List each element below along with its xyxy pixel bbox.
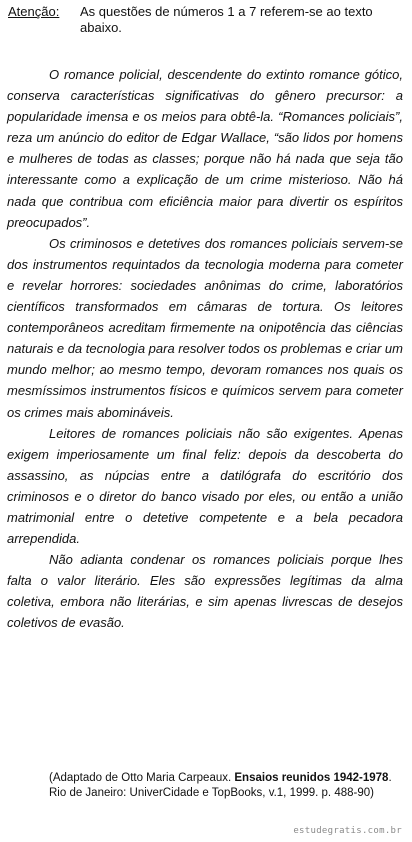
attention-label: Atenção: <box>8 4 60 19</box>
article-body <box>7 64 403 634</box>
site-watermark: estudegratis.com.br <box>293 826 402 836</box>
paragraph-4: Não adianta condenar os romances policiais porque lhes falta o valor literário. Eles são expressões legítimas da alma coletiva, embora não literárias, e sim apenas livrescas de desejos coletivos de evasão. <box>7 552 403 631</box>
paragraph-2: Os criminosos e detetives dos romances policiais servem-se dos instrumentos requintados da tecnologia moderna para cometer e revelar horrores: sociedades anônimas do crime, laboratórios científicos transformados em câmaras de tortura. Os leitores contemporâneos acreditam firmemente na onipotência das ciências naturais e da tecnologia para resolver todos os problemas e criar um mundo melhor; ao mesmo tempo, devoram romances nos quais os mesmíssimos instrumentos físicos e químicos servem para cometer os crimes mais abomináveis. <box>7 235 403 420</box>
paragraph-3: Leitores de romances policiais não são exigentes. Apenas exigem imperiosamente um final feliz: depois da descoberta do assassino, as núpcias entre a datilógrafa do escritório dos criminosos e o diretor do banco visado por eles, ou então a união matrimonial entre o detetive competente e a bela pecadora arrependida. <box>7 425 403 547</box>
book-title: Ensaios reunidos 1942-1978 <box>234 772 389 784</box>
source-citation <box>49 771 405 801</box>
citation-suffix: . Rio de Janeiro: UniverCidade e TopBooks, v.1, 1999. p. 488-90) <box>49 772 392 799</box>
citation-prefix: (Adaptado de Otto Maria Carpeaux. <box>49 772 235 784</box>
paragraph-1: O romance policial, descendente do extinto romance gótico, conserva características significativas do gênero precursor: a popularidade imensa e os meios para obtê-la. “Romances policiais”, reza um anúncio do editor de Edgar Wallace, “são lidos por homens e mulheres de todas as classes; porque não há nada que seja tão interessante como a explicação de um crime misterioso. Não há nada que contribua com eficiência maior para divertir os espíritos preocupados”. <box>7 67 403 230</box>
attention-instruction: As questões de números 1 a 7 referem-se ao texto abaixo. <box>80 4 373 35</box>
